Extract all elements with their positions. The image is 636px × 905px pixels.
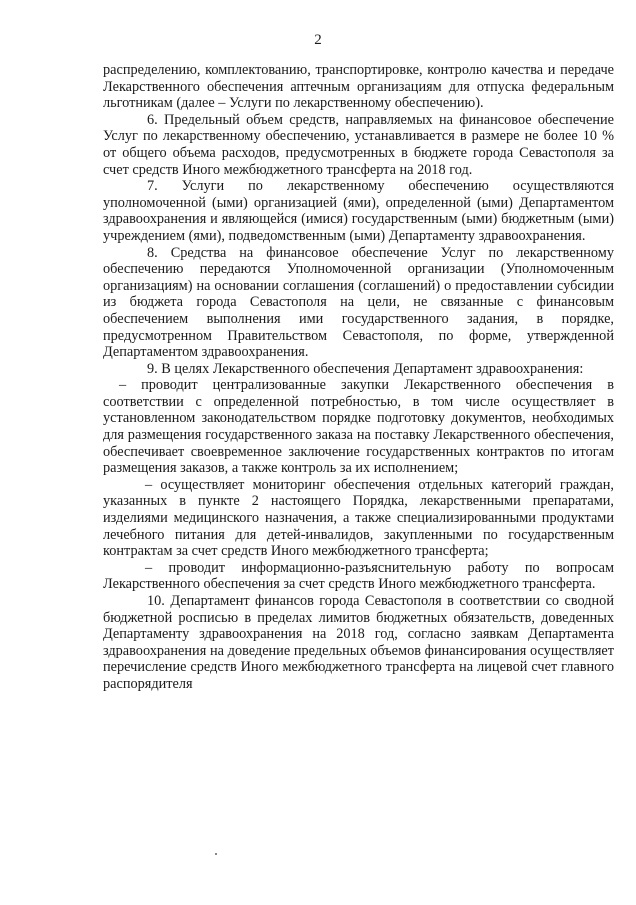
paragraph-9-item-3: – проводит информационно-разъяснительную работу по вопросам Лекарственного обеспечения за счет средств Иного межбюджетного трансферта. [103,559,614,593]
paragraph-8: 8. Средства на финансовое обеспечение Услуг по лекарственному обеспечению передаются Уполномоченной организации (Уполномоченным организациям) на основании соглашения (соглашений) о предоставлении субсидии из бюджета города Севастополя на цели, не связанные с финансовым обеспечением выполнения ими государственного задания, в порядке, предусмотренном Правительством Севастополя, по форме, утвержденной Департаментом здравоохранения. [103,244,614,361]
paragraph-9: 9. В целях Лекарственного обеспечения Департамент здравоохранения: [147,360,584,377]
scan-speck [215,853,217,855]
paragraph-9-item-2: – осуществляет мониторинг обеспечения отдельных категорий граждан, указанных в пункте 2 настоящего Порядка, лекарственными препаратами, изделиями медицинского назначения, а также специализированными продуктами лечебного питания для детей-инвалидов, закупленными по государственным контрактам за счет средств Иного межбюджетного трансферта; [103,476,614,560]
paragraph-10: 10. Департамент финансов города Севастополя в соответствии со сводной бюджетной росписью в пределах лимитов бюджетных обязательств, доведенных Департаменту здравоохранения на 2018 год, согласно заявкам Департамента здравоохранения на доведение предельных объемов финансирования осуществляет перечисление средств Иного межбюджетного трансферта на лицевой счет главного распорядителя [103,593,614,692]
paragraph-7: 7. Услуги по лекарственному обеспечению осуществляются уполномоченной (ыми) организацией (ями), определенной (ыми) Департаментом здравоохранения и являющейся (имися) государственным (ыми) бюджетным (ыми) учреждением (ями), подведомственным (ыми) Департаменту здравоохранения. [103,178,614,244]
document-body [103,62,614,693]
paragraph-9-item-1: – проводит централизованные закупки Лекарственного обеспечения в соответствии с определенной потребностью, в том числе осуществляет в установленном законодательством порядке подготовку документов, необходимых для размещения государственного заказа на поставку Лекарственного обеспечения, обеспечивает своевременное заключение государственных контрактов по итогам размещения заказов, а также контроль за их исполнением; [103,377,614,477]
paragraph-continuation: распределению, комплектованию, транспортировке, контролю качества и передаче Лекарственного обеспечения аптечным организациям для отпуска федеральным льготникам (далее – Услуги по лекарственному обеспечению). [103,62,614,112]
page-number: 2 [314,32,322,48]
paragraph-6: 6. Предельный объем средств, направляемых на финансовое обеспечение Услуг по лекарственному обеспечению, устанавливается в размере не более 10 % от общего объема расходов, предусмотренных в бюджете города Севастополя за счет средств Иного межбюджетного трансферта на 2018 год. [103,111,614,178]
